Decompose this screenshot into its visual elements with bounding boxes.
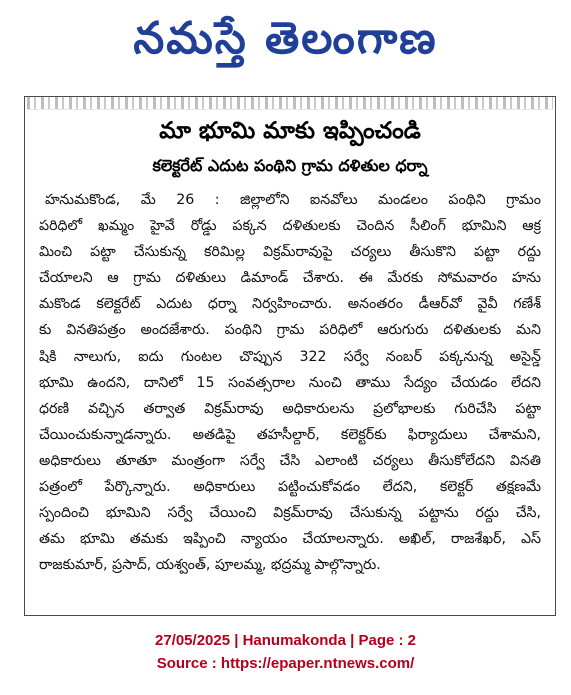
- article-line: చేయాలని ఆ గ్రామ దళితులు డిమాండ్ చేశారు. ఈ మేరకు సోమవారం హను: [39, 270, 541, 287]
- article-line: షికి నాలుగు, ఐదు గుంటల చొప్పున 322 సర్వే నంబర్ పక్కనున్న అసైన్డ్: [39, 348, 541, 365]
- article-line: తమ భూమి తమకు ఇప్పించి న్యాయం చేయాలన్నారు. అఖిల్, రాజశేఖర్, ఎస్: [39, 531, 541, 548]
- article-line: హనుమకొండ, మే 26 : జిల్లాలోని ఐనవోలు మండలం పంథిని గ్రామం: [45, 192, 541, 208]
- article-line: మించి పట్టా చేసుకున్న కరిమిల్ల విక్రమ్‌రావుపై చర్యలు తీసుకొని పట్టా రద్దు: [39, 244, 541, 261]
- footer-meta: 27/05/2025 | Hanumakonda | Page : 2: [154, 632, 416, 649]
- article-line: కు వినతిపత్రం అందజేశారు. పంథిని గ్రామ పరిధిలో ఆరుగురు దళితులకు మని: [39, 322, 541, 339]
- cropped-previous-article-strip: [27, 97, 553, 110]
- article-body: [39, 187, 541, 578]
- footer-source: Source : https://epaper.ntnews.com/: [156, 655, 415, 672]
- article-line: అధికారులు తూతూ మంత్రంగా సర్వే చేసి ఎలాంటి చర్యలు తీసుకోలేదని వినతి: [39, 452, 541, 469]
- article-subheadline: కలెక్టరేట్ ఎదుట పంథిని గ్రామ దళితుల ధర్నా: [152, 156, 428, 175]
- article-line: ధరణి వచ్చిన తర్వాత విక్రమ్‌రావు అధికారులను ప్రలోభాలకు గురిచేసి పట్టా: [39, 400, 541, 417]
- article-line: స్పందించి భూమిని సర్వే చేయించి విక్రమ్‌రావు చేసుకున్న పట్టాను రద్దు చేసి,: [39, 505, 541, 522]
- article-line: భూమి ఉందని, దానిలో 15 సంవత్సరాల నుంచి తాము సేద్యం చేయడం లేదని: [39, 374, 541, 391]
- article-headline: మా భూమి మాకు ఇప్పించండి: [159, 118, 421, 144]
- masthead-title: నమస్తే తెలంగాణ: [133, 13, 438, 64]
- article-line: పత్రంలో పేర్కొన్నారు. అధికారులు పట్టించుకోవడం లేదని, కలెక్టర్ తక్షణమే: [39, 479, 541, 496]
- news-clipping: [24, 96, 556, 616]
- article-line: పరిధిలో ఖమ్మం హైవే రోడ్డు పక్కన దళితులకు చెందిన సీలింగ్ భూమిని ఆక్ర: [39, 218, 541, 235]
- article-line: మకొండ కలెక్టరేట్ ఎదుట ధర్నా నిర్వహించారు. అనంతరం డీఆర్‌వో వైవీ గణేశ్: [39, 296, 541, 313]
- article-line: రాజకుమార్, ప్రసాద్, యశ్వంత్, పూలమ్మ, భద్రమ్మ పాల్గొన్నారు.: [39, 557, 381, 574]
- masthead: [0, 0, 571, 88]
- article-line: చేయించుకున్నాడన్నారు. అతడిపై తహసీల్దార్, కలెక్టర్‌కు ఫిర్యాదులు చేశామని,: [39, 426, 541, 443]
